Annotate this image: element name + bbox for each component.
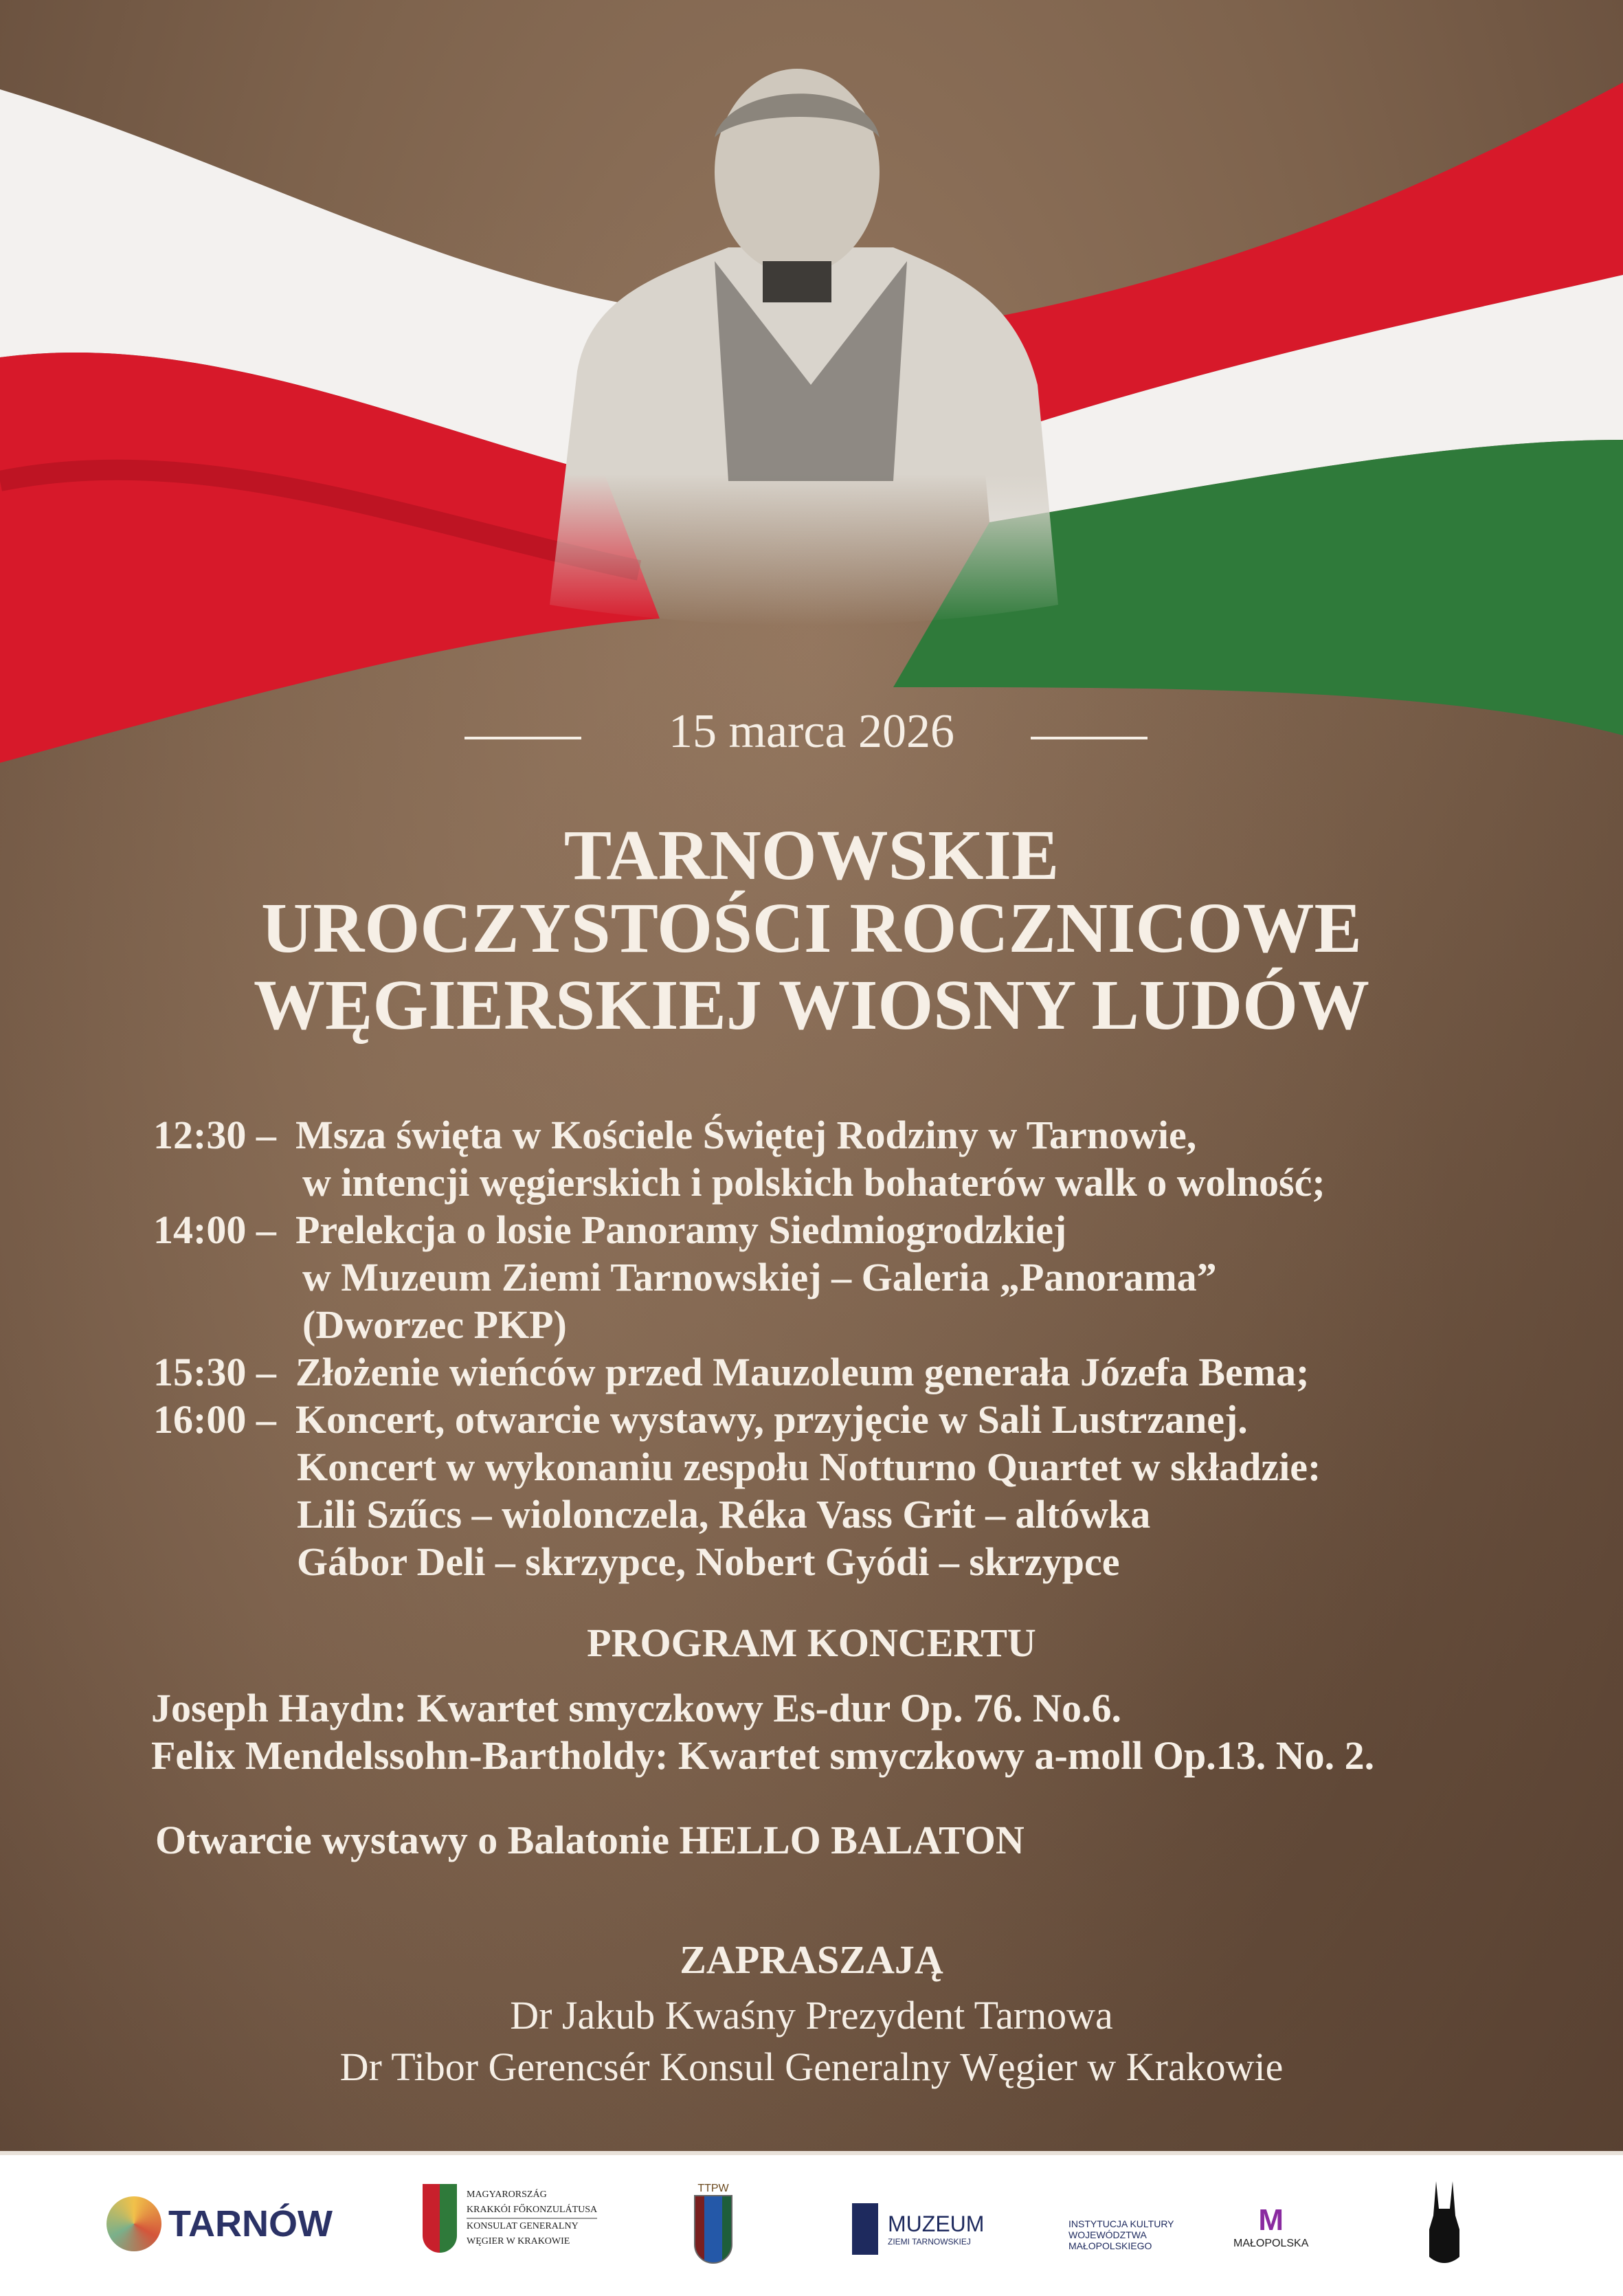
muzeum-m-icon [852,2203,878,2255]
instytucja-text: INSTYTUCJA KULTURY [1068,2218,1174,2229]
cathedral-icon [1429,2181,1459,2264]
event-date: 15 marca 2026 [669,705,954,758]
invite-host: Dr Jakub Kwaśny Prezydent Tarnowa [510,1993,1113,2038]
schedule-line: Koncert w wykonaniu zespołu Notturno Quartet w składzie: [297,1445,1321,1489]
schedule-line: Msza święta w Kościele Świętej Rodziny w Tarnowie, [295,1113,1197,1157]
portrait-engraving [550,69,1058,625]
ttpw-text: TTPW [697,2183,729,2194]
instytucja-text: MAŁOPOLSKIEGO [1068,2240,1152,2251]
instytucja-text: WOJEWÓDZTWA [1068,2229,1147,2240]
schedule-line: Gábor Deli – skrzypce, Nobert Gyódi – skrzypce [297,1539,1120,1584]
schedule-time: 15:30 – [153,1350,276,1394]
schedule-time: 12:30 – [153,1113,276,1157]
date-divider-right [1031,737,1148,739]
shield-icon [694,2195,732,2264]
malopolska-m-icon: M [1258,2203,1284,2237]
sponsor-logos [0,2151,1623,2296]
schedule-line: Prelekcja o losie Panoramy Siedmiogrodzkiej [295,1207,1067,1252]
title-line-1: TARNOWSKIE [563,816,1060,895]
schedule-line: Złożenie wieńców przed Mauzoleum generała Józefa Bema; [295,1350,1310,1394]
muzeum-subtext: ZIEMI TARNOWSKIEJ [888,2237,971,2247]
tarnow-logo [107,2196,333,2251]
consulate-logo [423,2184,597,2253]
cathedral-logo [1429,2181,1459,2264]
muzeum-text: MUZEUM [888,2211,985,2236]
sun-icon [107,2196,161,2251]
ttpw-logo [694,2183,732,2264]
consulate-text: WĘGIER W KRAKOWIE [467,2236,570,2247]
invite-heading: ZAPRASZAJĄ [680,1937,943,1982]
consulate-text: KRAKKÓI FŐKONZULÁTUSA [467,2203,597,2219]
program-item: Joseph Haydn: Kwartet smyczkowy Es-dur Op. 76. No.6. [151,1686,1121,1730]
schedule-time: 14:00 – [153,1207,276,1252]
schedule-line: w Muzeum Ziemi Tarnowskiej – Galeria „Panorama” [302,1255,1217,1300]
program-heading: PROGRAM KONCERTU [587,1620,1036,1665]
schedule-line: (Dworzec PKP) [302,1302,567,1347]
schedule-line: Koncert, otwarcie wystawy, przyjęcie w Sali Lustrzanej. [295,1397,1248,1442]
consulate-text: KONSULAT GENERALNY [467,2221,579,2231]
malopolska-text: MAŁOPOLSKA [1233,2238,1309,2249]
program-item: Felix Mendelssohn-Bartholdy: Kwartet smyczkowy a-moll Op.13. No. 2. [151,1733,1375,1778]
malopolska-logo [1233,2203,1308,2250]
hungarian-coat-of-arms-icon [423,2184,457,2253]
instytucja-logo [1068,2218,1174,2251]
invite-host: Dr Tibor Gerencsér Konsul Generalny Węgier w Krakowie [339,2044,1284,2089]
schedule-time: 16:00 – [153,1397,276,1442]
title-line-3: WĘGIERSKIEJ WIOSNY LUDÓW [254,966,1369,1045]
schedule-line: Lili Szűcs – wiolonczela, Réka Vass Grit – altówka [297,1492,1151,1537]
consulate-text: MAGYARORSZÁG [467,2189,547,2200]
flags-and-portrait [0,0,1623,763]
muzeum-logo [852,2203,984,2255]
tarnow-wordmark: TARNÓW [168,2203,333,2244]
schedule-line: w intencji węgierskich i polskich bohaterów walk o wolność; [302,1160,1325,1205]
polish-flag [0,89,660,763]
title-line-2: UROCZYSTOŚCI ROCZNICOWE [261,889,1362,968]
exhibition-note: Otwarcie wystawy o Balatonie HELLO BALATON [155,1818,1025,1862]
